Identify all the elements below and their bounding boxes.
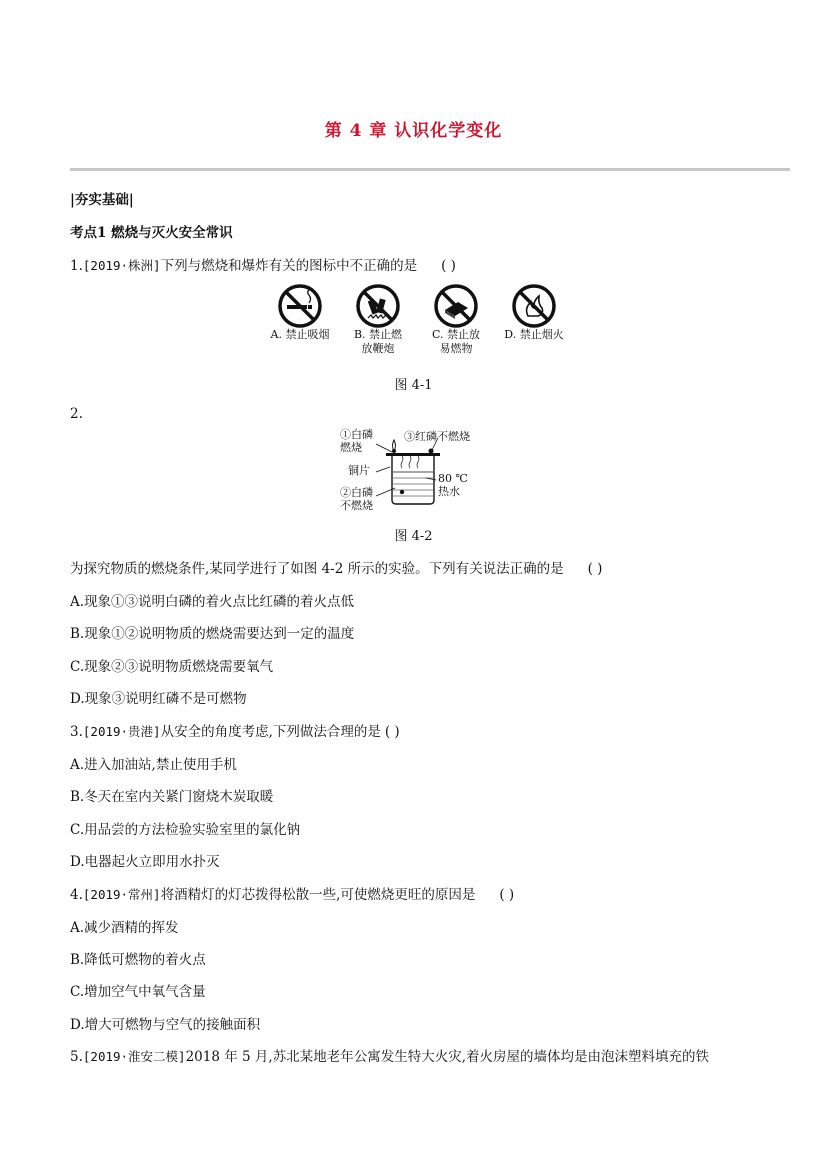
sign-c: C. 禁止放 易燃物 (418, 284, 494, 356)
option-4c: C.增加空气中氧气含量 (70, 984, 206, 1000)
sign-d-label: D. 禁止烟火 (504, 328, 564, 341)
option-3b: B.冬天在室内关紧门窗烧木炭取暖 (70, 789, 274, 805)
option-2c: C.现象②③说明物质燃烧需要氧气 (70, 659, 274, 675)
question-source: [2019·株洲] (82, 258, 161, 273)
no-firecrackers-icon (356, 284, 400, 328)
sign-d (496, 284, 572, 342)
question-stem: 下列与燃烧和爆炸有关的图标中不正确的是 (160, 258, 418, 274)
figure-4-2-caption: 图 4-2 (394, 529, 433, 544)
question-2-number: 2. (70, 406, 83, 422)
sign-b-label: B. 禁止燃 (353, 328, 403, 341)
label-white-phosphorus-burning: ①白磷 燃烧 (340, 428, 373, 454)
sign-c-label: C. 禁止放 (431, 328, 481, 341)
sign-a-label: A. 禁止吸烟 (270, 328, 330, 341)
section-header: |夯实基础| (70, 192, 134, 208)
answer-blank: ( ) (587, 561, 603, 577)
question-number: 1. (70, 258, 83, 274)
label-copper-plate: 铜片 (348, 464, 370, 477)
answer-blank: ( ) (441, 258, 456, 274)
sign-b: B. 禁止燃 放鞭炮 (340, 284, 416, 356)
figure-4-2 (340, 426, 490, 518)
sign-a (262, 284, 338, 342)
option-3d: D.电器起火立即用水扑灭 (70, 854, 220, 870)
answer-blank: ( ) (384, 724, 400, 740)
option-4d: D.增大可燃物与空气的接触面积 (70, 1017, 261, 1033)
answer-blank: ( ) (499, 887, 515, 903)
no-smoking-icon (278, 284, 322, 328)
question-5: 5.[2019·淮安二模]2018 年 5 月,苏北某地老年公寓发生特大火灾,着火房屋的墙体均是由泡沫塑料填充的铁 (70, 1049, 709, 1065)
label-red-phosphorus: ③红磷不燃烧 (404, 430, 470, 443)
question-2-stem: 为探究物质的燃烧条件,某同学进行了如图 4-2 所示的实验。下列有关说法正确的是 ( ) (70, 561, 603, 577)
figure-4-1-caption: 图 4-1 (394, 378, 433, 393)
option-4a: A.减少酒精的挥发 (70, 920, 179, 936)
option-3c: C.用品尝的方法检验实验室里的氯化钠 (70, 822, 301, 838)
title-divider (70, 168, 790, 171)
question-1 (70, 254, 456, 274)
topic-heading: 考点1 燃烧与灭火安全常识 (70, 225, 233, 241)
option-4b: B.降低可燃物的着火点 (70, 952, 206, 968)
question-3: 3.[2019·贵港]从安全的角度考虑,下列做法合理的是 ( ) (70, 724, 400, 740)
label-hot-water: 80 ℃ 热水 (438, 472, 468, 498)
option-2a: A.现象①③说明白磷的着火点比红磷的着火点低 (70, 594, 355, 610)
option-3a: A.进入加油站,禁止使用手机 (70, 757, 237, 773)
option-2b: B.现象①②说明物质的燃烧需要达到一定的温度 (70, 626, 355, 642)
option-2d: D.现象③说明红磷不是可燃物 (70, 691, 247, 707)
label-white-phosphorus-not-burning: ②白磷 不燃烧 (340, 486, 373, 512)
no-flammables-icon (434, 284, 478, 328)
no-open-flame-icon (512, 284, 556, 328)
figure-4-1 (262, 284, 572, 364)
question-4: 4.[2019·常州]将酒精灯的灯芯拨得松散一些,可使燃烧更旺的原因是 ( ) (70, 887, 515, 903)
chapter-title: 第 4 章 认识化学变化 (324, 121, 503, 141)
